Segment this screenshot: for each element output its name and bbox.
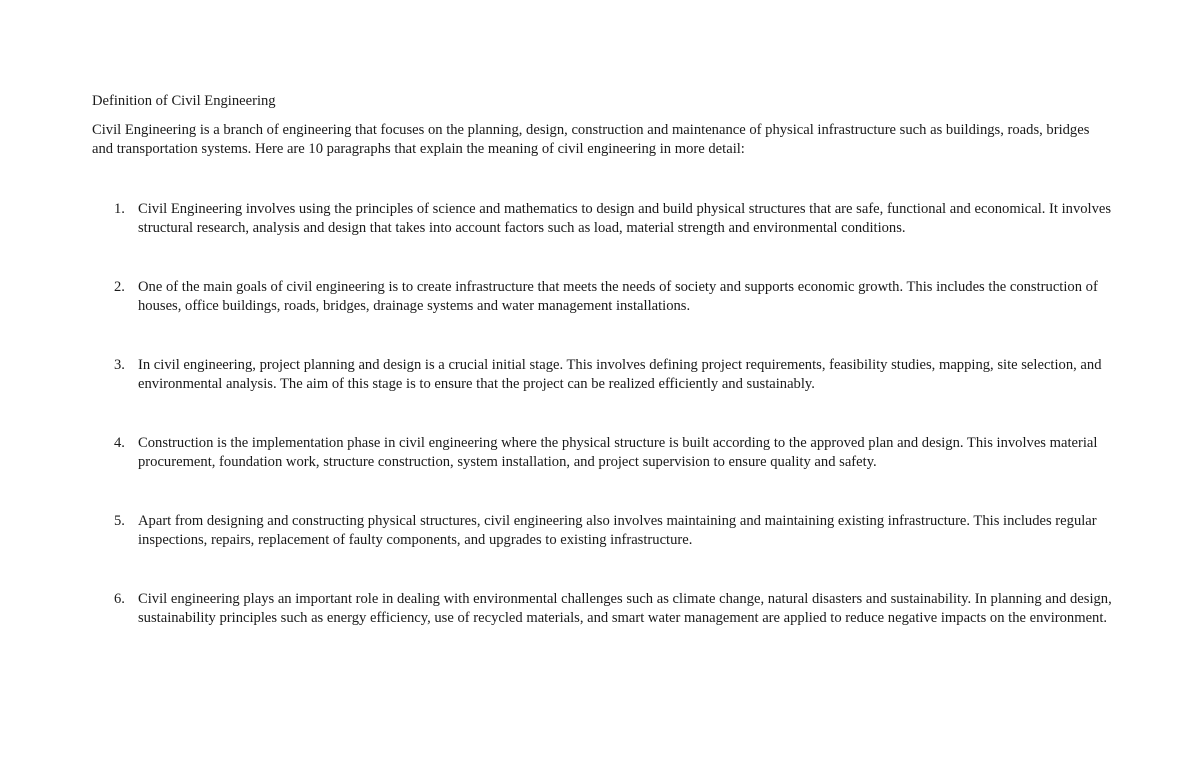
list-item-text: Construction is the implementation phase in civil engineering where the physical structure is built according to the approved plan and design. This involves material procurement, foundation work, structure construction, system installation, and project supervision to ensure quality and safety. <box>138 435 1098 470</box>
list-item-text: Civil engineering plays an important role in dealing with environmental challenges such as climate change, natural disasters and sustainability. In planning and design, sustainability principles such as energy efficiency, use of recycled materials, and smart water management are applied to reduce negative impacts on the environment. <box>138 591 1112 626</box>
list-item-text: In civil engineering, project planning and design is a crucial initial stage. This involves defining project requirements, feasibility studies, mapping, site selection, and environmental analysis. The aim of this stage is to ensure that the project can be realized efficiently and sustainably. <box>138 357 1102 392</box>
list-item-number: 6. <box>114 591 125 607</box>
document-title: Definition of Civil Engineering <box>92 93 276 109</box>
intro-paragraph: Civil Engineering is a branch of engineering that focuses on the planning, design, construction and maintenance of physical infrastructure such as buildings, roads, bridges and transportation systems. Here are 10 paragraphs that explain the meaning of civil engineering in more detail: <box>92 122 1090 157</box>
list-item-number: 2. <box>114 279 125 295</box>
list-item-number: 3. <box>114 357 125 373</box>
list-item-text: Civil Engineering involves using the principles of science and mathematics to design and build physical structures that are safe, functional and economical. It involves structural research, analysis and design that takes into account factors such as load, material strength and environmental conditions. <box>138 201 1112 236</box>
list-item-number: 5. <box>114 513 125 529</box>
list-item-number: 4. <box>114 435 125 451</box>
list-item-number: 1. <box>114 201 125 217</box>
list-item-text: One of the main goals of civil engineering is to create infrastructure that meets the needs of society and supports economic growth. This includes the construction of houses, office buildings, roads, bridges, drainage systems and water management installations. <box>138 279 1098 314</box>
document-body <box>92 92 1112 626</box>
list-item-text: Apart from designing and constructing physical structures, civil engineering also involves maintaining and maintaining existing infrastructure. This includes regular inspections, repairs, replacement of faulty components, and upgrades to existing infrastructure. <box>138 513 1097 548</box>
